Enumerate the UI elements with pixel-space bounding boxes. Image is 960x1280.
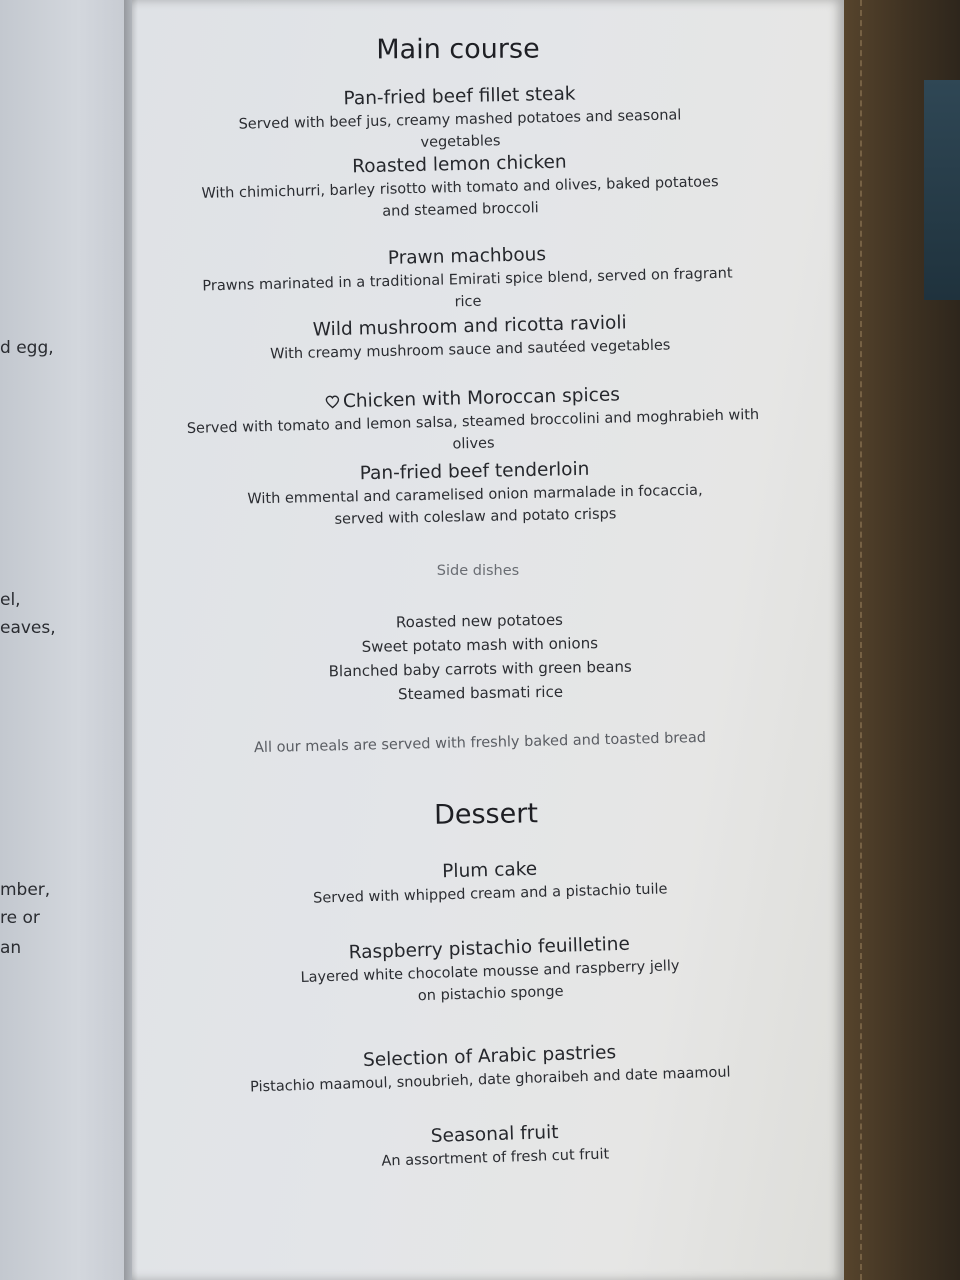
dish-description: served with coleslaw and potato crisps <box>334 506 617 528</box>
dish-name: Pan-fried beef tenderloin <box>359 458 590 485</box>
left-menu-page <box>0 0 132 1280</box>
left-page-text: an <box>0 938 22 958</box>
dish-description: Prawns marinated in a traditional Emirati spice blend, served on fragrant rice <box>202 265 733 311</box>
side-dish-item: Roasted new potatoes <box>395 610 564 632</box>
heart-icon <box>325 395 339 408</box>
bread-note: All our meals are served with freshly baked and toasted bread <box>253 729 707 757</box>
dish-description: Served with beef jus, creamy mashed potatoes and seasonal vegetables <box>238 107 682 151</box>
left-page-text: d egg, <box>0 338 54 358</box>
dish-description: An assortment of fresh cut fruit <box>381 1146 610 1170</box>
dish-name: Chicken with Moroccan spices <box>342 384 621 413</box>
dessert-heading: Dessert <box>433 798 539 831</box>
menu-item <box>199 81 720 159</box>
dish-name: Roasted lemon chicken <box>352 151 567 178</box>
dish-name: Wild mushroom and ricotta ravioli <box>312 312 627 341</box>
menu-item <box>214 456 735 533</box>
left-page-text: mber, <box>0 880 51 900</box>
dish-name: Raspberry pistachio feuilletine <box>348 933 631 964</box>
dish-description: and steamed broccoli <box>382 200 539 220</box>
side-dish-item: Sweet potato mash with onions <box>361 634 599 656</box>
dish-description: on pistachio sponge <box>417 983 564 1005</box>
side-dishes-heading: Side dishes <box>436 563 520 579</box>
side-dishes-list <box>299 606 660 708</box>
page-crease <box>124 0 138 1280</box>
dish-name: Seasonal fruit <box>430 1122 559 1148</box>
cover-stitching <box>860 0 862 1280</box>
dish-description: Served with whipped cream and a pistachio tuile <box>312 881 668 907</box>
dish-name: Selection of Arabic pastries <box>362 1042 617 1071</box>
left-page-text: re or <box>0 908 40 928</box>
left-page-text: eaves, <box>0 618 56 638</box>
dish-description: Layered white chocolate mousse and raspberry jelly <box>300 958 680 986</box>
menu-item <box>199 148 720 227</box>
menu-item <box>194 239 740 319</box>
dish-description: Served with tomato and lemon salsa, steamed broccolini and moghrabieh with olives <box>186 407 760 453</box>
left-page-text: el, <box>0 590 21 610</box>
side-dish-item: Steamed basmati rice <box>397 682 564 704</box>
background-seat <box>924 80 960 300</box>
dish-description: With emmental and caramelised onion marmalade in focaccia, <box>247 482 703 508</box>
dish-name: Prawn machbous <box>387 244 547 269</box>
side-dish-item: Blanched baby carrots with green beans <box>328 657 632 681</box>
dish-description: With chimichurri, barley risotto with tomato and olives, baked potatoes <box>201 174 719 202</box>
dish-name: Pan-fried beef fillet steak <box>343 83 576 110</box>
dish-description: With creamy mushroom sauce and sautéed vegetables <box>269 337 671 363</box>
dish-name: Plum cake <box>441 858 538 883</box>
dish-description: Pistachio maamoul, snoubrieh, date ghoraibeh and date maamoul <box>249 1064 731 1096</box>
main-course-heading: Main course <box>376 33 540 66</box>
